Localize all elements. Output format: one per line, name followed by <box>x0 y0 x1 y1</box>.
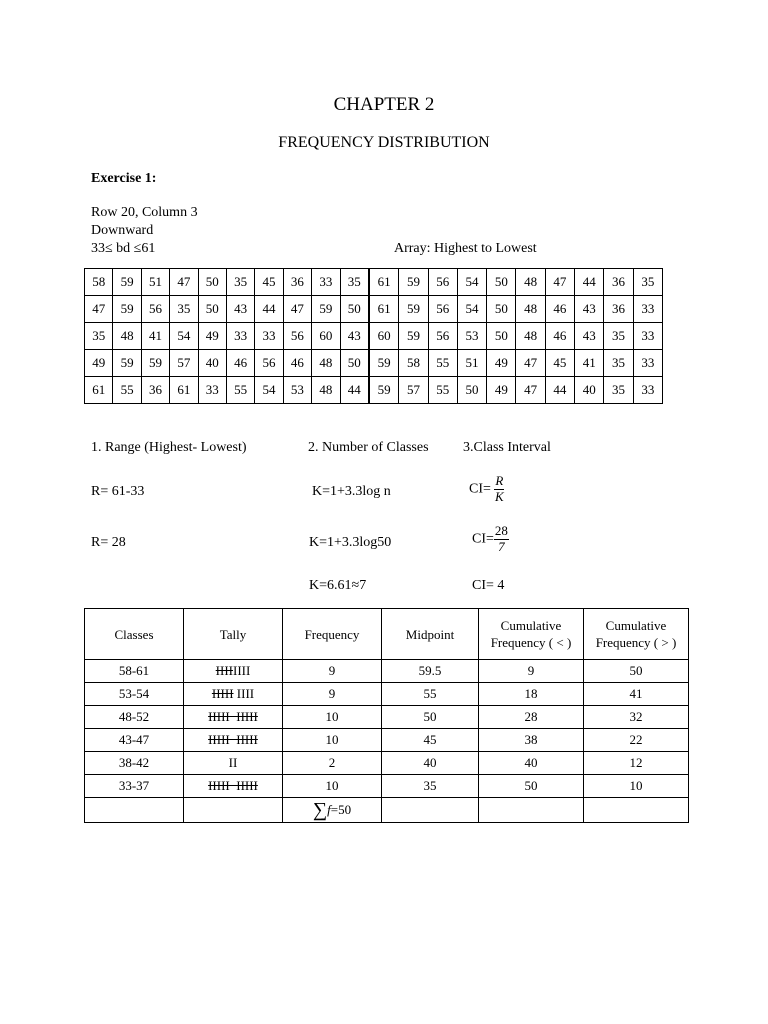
data-cell: 50 <box>487 323 516 350</box>
ci-numerator: R <box>495 473 504 488</box>
midpoint-cell: 59.5 <box>382 660 479 683</box>
data-cell: 56 <box>283 323 311 350</box>
header-cf-greater: Cumulative Frequency ( > ) <box>584 609 689 660</box>
table-row <box>85 660 689 683</box>
class-cell: 38-42 <box>85 752 184 775</box>
data-cell: 35 <box>633 269 662 296</box>
data-cell: 49 <box>487 377 516 404</box>
data-cell: 59 <box>370 350 399 377</box>
data-cell: 54 <box>457 296 486 323</box>
data-cell: 43 <box>575 296 604 323</box>
array-data-row <box>370 323 663 350</box>
data-cell: 56 <box>141 296 169 323</box>
ci-denominator-value: 7 <box>498 538 505 554</box>
data-cell: 46 <box>545 323 574 350</box>
table-row <box>85 775 689 798</box>
data-cell: 33 <box>633 350 662 377</box>
class-cell: 33-37 <box>85 775 184 798</box>
data-cell: 35 <box>604 323 633 350</box>
tally-marks: II <box>228 755 238 770</box>
sum-empty-cell <box>184 798 283 823</box>
data-cell: 55 <box>428 377 457 404</box>
data-cell: 59 <box>141 350 169 377</box>
header-classes: Classes <box>85 609 184 660</box>
data-cell: 56 <box>255 350 283 377</box>
data-cell: 33 <box>633 296 662 323</box>
tally-struck: IIIII IIIII <box>208 732 258 747</box>
array-data-row <box>370 296 663 323</box>
data-cell: 59 <box>370 377 399 404</box>
sum-empty-cell <box>584 798 689 823</box>
sum-empty-cell <box>85 798 184 823</box>
range-heading: 1. Range (Highest- Lowest) <box>91 440 247 455</box>
data-cell: 35 <box>604 377 633 404</box>
cf-less-cell: 28 <box>479 706 584 729</box>
sum-value: =50 <box>330 801 352 817</box>
data-cell: 50 <box>487 296 516 323</box>
data-cell: 41 <box>575 350 604 377</box>
interval-formula <box>469 474 504 505</box>
classes-heading: 2. Number of Classes <box>308 440 429 455</box>
data-cell: 58 <box>85 269 113 296</box>
data-cell: 53 <box>283 377 311 404</box>
frequency-cell: 10 <box>283 729 382 752</box>
data-cell: 51 <box>457 350 486 377</box>
ci-numerator-value: 28 <box>494 523 508 538</box>
cf-less-cell: 40 <box>479 752 584 775</box>
tally-cell <box>184 683 283 706</box>
data-cell: 46 <box>545 296 574 323</box>
data-cell: 47 <box>283 296 311 323</box>
data-cell: 33 <box>312 269 340 296</box>
cf-greater-cell: 50 <box>584 660 689 683</box>
data-cell: 61 <box>370 296 399 323</box>
frequency-cell: 10 <box>283 775 382 798</box>
data-cell: 35 <box>226 269 254 296</box>
data-cell: 59 <box>399 323 428 350</box>
data-cell: 40 <box>575 377 604 404</box>
table-row <box>85 729 689 752</box>
data-cell: 50 <box>457 377 486 404</box>
class-cell: 58-61 <box>85 660 184 683</box>
data-cell: 61 <box>370 269 399 296</box>
data-cell: 53 <box>457 323 486 350</box>
tally-cell <box>184 729 283 752</box>
tally-struck: IIIII IIIII <box>208 709 258 724</box>
frequency-cell: 9 <box>283 683 382 706</box>
data-cell: 55 <box>226 377 254 404</box>
array-data-row <box>370 269 663 296</box>
classes-result: K=6.61≈7 <box>309 578 367 593</box>
chapter-heading: CHAPTER 2 <box>333 94 435 115</box>
data-cell: 44 <box>255 296 283 323</box>
interval-heading: 3.Class Interval <box>463 440 551 455</box>
ci-fraction-values <box>494 524 509 555</box>
ci-fraction <box>494 474 504 505</box>
tally-cell <box>184 752 283 775</box>
data-cell: 56 <box>428 323 457 350</box>
array-label: Array: Highest to Lowest <box>394 241 537 256</box>
data-cell: 59 <box>113 296 141 323</box>
exercise-label: Exercise 1: <box>91 171 157 186</box>
data-cell: 55 <box>428 350 457 377</box>
data-cell: 35 <box>170 296 198 323</box>
raw-data-row <box>85 350 369 377</box>
tally-cell <box>184 660 283 683</box>
data-cell: 48 <box>516 323 545 350</box>
class-cell: 43-47 <box>85 729 184 752</box>
header-frequency: Frequency <box>283 609 382 660</box>
data-cell: 41 <box>141 323 169 350</box>
frequency-cell: 2 <box>283 752 382 775</box>
data-cell: 54 <box>255 377 283 404</box>
header-tally: Tally <box>184 609 283 660</box>
midpoint-cell: 35 <box>382 775 479 798</box>
sigma-symbol: ∑ <box>312 798 328 821</box>
raw-data-row <box>85 323 369 350</box>
table-row <box>85 683 689 706</box>
interval-substitution <box>472 524 509 555</box>
header-cf-less: Cumulative Frequency ( < ) <box>479 609 584 660</box>
data-cell: 48 <box>312 350 340 377</box>
data-cell: 33 <box>633 377 662 404</box>
raw-data-row <box>85 269 369 296</box>
class-cell: 53-54 <box>85 683 184 706</box>
data-cell: 59 <box>399 296 428 323</box>
array-data-row <box>370 377 663 404</box>
data-cell: 35 <box>85 323 113 350</box>
data-cell: 50 <box>198 269 226 296</box>
interval-result: CI= 4 <box>472 578 505 593</box>
summation-row <box>85 798 689 823</box>
data-cell: 35 <box>604 350 633 377</box>
table-row <box>85 706 689 729</box>
cf-greater-cell: 10 <box>584 775 689 798</box>
data-cell: 59 <box>113 269 141 296</box>
data-cell: 60 <box>312 323 340 350</box>
midpoint-cell: 40 <box>382 752 479 775</box>
data-cell: 44 <box>575 269 604 296</box>
data-cell: 36 <box>604 296 633 323</box>
data-cell: 44 <box>545 377 574 404</box>
data-cell: 60 <box>370 323 399 350</box>
data-cell: 45 <box>255 269 283 296</box>
frequency-distribution-table <box>84 608 689 823</box>
data-cell: 33 <box>255 323 283 350</box>
data-cell: 61 <box>170 377 198 404</box>
data-cell: 50 <box>340 296 368 323</box>
header-midpoint: Midpoint <box>382 609 479 660</box>
data-cell: 56 <box>428 296 457 323</box>
data-cell: 43 <box>226 296 254 323</box>
tally-cell <box>184 775 283 798</box>
line-direction: Downward <box>91 223 154 238</box>
data-cell: 57 <box>170 350 198 377</box>
sum-variable: f <box>327 801 331 817</box>
ci-prefix: CI= <box>472 531 494 547</box>
cf-greater-cell: 22 <box>584 729 689 752</box>
midpoint-cell: 55 <box>382 683 479 706</box>
data-cell: 49 <box>487 350 516 377</box>
data-cell: 49 <box>198 323 226 350</box>
frequency-cell: 9 <box>283 660 382 683</box>
tally-marks: IIII <box>233 686 255 701</box>
tally-cell <box>184 706 283 729</box>
range-formula: R= 61-33 <box>91 484 145 499</box>
sum-empty-cell <box>479 798 584 823</box>
tally-struck: IIIII <box>211 686 234 701</box>
data-cell: 47 <box>516 350 545 377</box>
cf-greater-cell: 41 <box>584 683 689 706</box>
sum-empty-cell <box>382 798 479 823</box>
data-cell: 59 <box>312 296 340 323</box>
data-cell: 36 <box>604 269 633 296</box>
data-cell: 47 <box>85 296 113 323</box>
range-result: R= 28 <box>91 535 126 550</box>
data-cell: 43 <box>340 323 368 350</box>
data-cell: 47 <box>170 269 198 296</box>
data-cell: 47 <box>516 377 545 404</box>
line-range-bound: 33≤ bd ≤61 <box>91 241 156 256</box>
frequency-sum <box>283 798 382 823</box>
data-cell: 50 <box>340 350 368 377</box>
data-cell: 33 <box>198 377 226 404</box>
line-row-column: Row 20, Column 3 <box>91 205 198 220</box>
data-cell: 44 <box>340 377 368 404</box>
data-cell: 56 <box>428 269 457 296</box>
raw-data-row <box>85 296 369 323</box>
data-cell: 47 <box>545 269 574 296</box>
data-cell: 50 <box>198 296 226 323</box>
tally-struck: IIIII IIIII <box>208 778 258 793</box>
data-cell: 48 <box>113 323 141 350</box>
classes-substitution: K=1+3.3log50 <box>309 535 392 550</box>
midpoint-cell: 50 <box>382 706 479 729</box>
cf-less-cell: 18 <box>479 683 584 706</box>
data-cell: 50 <box>487 269 516 296</box>
data-cell: 54 <box>170 323 198 350</box>
data-cell: 46 <box>283 350 311 377</box>
data-cell: 48 <box>516 296 545 323</box>
table-row <box>85 752 689 775</box>
cf-less-cell: 9 <box>479 660 584 683</box>
data-cell: 36 <box>141 377 169 404</box>
raw-data-row <box>85 377 369 404</box>
data-cell: 58 <box>399 350 428 377</box>
data-cell: 59 <box>399 269 428 296</box>
classes-formula: K=1+3.3log n <box>312 484 391 499</box>
data-cell: 54 <box>457 269 486 296</box>
cf-greater-cell: 32 <box>584 706 689 729</box>
data-cell: 49 <box>85 350 113 377</box>
data-cell: 33 <box>226 323 254 350</box>
ci-prefix: CI= <box>469 481 491 497</box>
cf-less-cell: 38 <box>479 729 584 752</box>
cf-greater-cell: 12 <box>584 752 689 775</box>
data-cell: 36 <box>283 269 311 296</box>
tally-struck: IIII <box>215 663 233 678</box>
table-header-row <box>85 609 689 660</box>
data-cell: 48 <box>312 377 340 404</box>
data-cell: 51 <box>141 269 169 296</box>
midpoint-cell: 45 <box>382 729 479 752</box>
array-data-row <box>370 350 663 377</box>
ci-denominator: K <box>495 488 504 504</box>
data-cell: 33 <box>633 323 662 350</box>
array-data-table <box>369 268 663 404</box>
class-cell: 48-52 <box>85 706 184 729</box>
tally-marks: IIII <box>233 663 251 678</box>
raw-data-table <box>84 268 369 404</box>
data-cell: 45 <box>545 350 574 377</box>
data-cell: 59 <box>113 350 141 377</box>
data-cell: 57 <box>399 377 428 404</box>
data-cell: 61 <box>85 377 113 404</box>
data-cell: 35 <box>340 269 368 296</box>
data-cell: 48 <box>516 269 545 296</box>
data-cell: 43 <box>575 323 604 350</box>
page-title: FREQUENCY DISTRIBUTION <box>278 134 490 151</box>
data-cell: 46 <box>226 350 254 377</box>
data-cell: 55 <box>113 377 141 404</box>
cf-less-cell: 50 <box>479 775 584 798</box>
frequency-cell: 10 <box>283 706 382 729</box>
data-cell: 40 <box>198 350 226 377</box>
